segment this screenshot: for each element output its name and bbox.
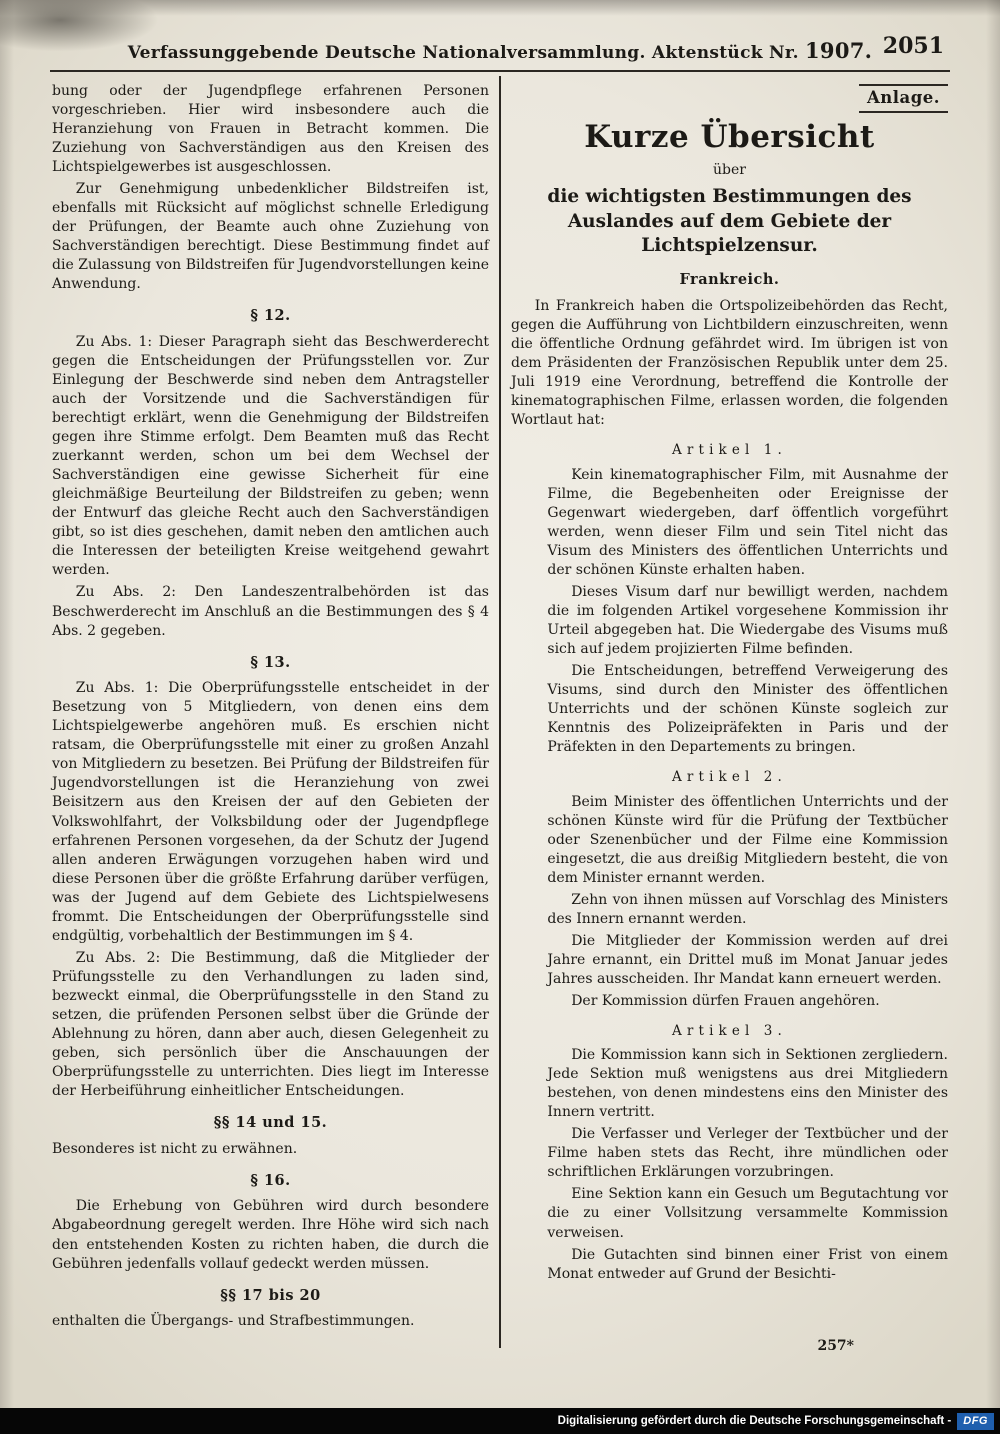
paragraph: Zehn von ihnen müssen auf Vorschlag des Ministers des Innern ernannt werden.: [547, 891, 948, 927]
document-subtitle: die wichtigsten Bestimmungen des Auslandes auf dem Gebiete der Lichtspielzensur.: [547, 186, 912, 256]
header-title-line: [0, 38, 1000, 63]
section-heading: § 13.: [250, 653, 291, 671]
section-heading: §§ 17 bis 20: [220, 1286, 321, 1304]
section-heading: §§ 14 und 15.: [213, 1113, 328, 1131]
paragraph: bung oder der Jugendpflege erfahrenen Personen vorgeschrieben. Hier wird insbesondere auch die Heranziehung von Frauen in Betracht kommen. Die Zuziehung von Sachverständigen aus den Kreisen des Lichtspielgewerbes ist ausgeschlossen.: [52, 83, 489, 176]
doc-ref-number: 1907.: [805, 38, 873, 63]
section-heading: Frankreich.: [679, 271, 780, 289]
paragraph: Zu Abs. 2: Den Landeszentralbehörden ist das Beschwerderecht im Anschluß an die Bestimmungen des § 4 Abs. 2 gegeben.: [52, 584, 489, 639]
paragraph: In Frankreich haben die Ortspolizeibehörden das Recht, gegen die Aufführung von Lichtbildern einzuschreiten, wenn die öffentliche Ordnung gefährdet wird. Im übrigen ist von dem Präsidenten der Französischen Republik unter dem 25. Juli 1919 eine Verordnung, betreffend die Kontrolle der kinematographischen Filme, erlassen worden, die folgenden Wortlaut hat:: [511, 298, 948, 429]
paragraph: Zur Genehmigung unbedenklicher Bildstreifen ist, ebenfalls mit Rücksicht auf möglichst schnelle Erledigung der Prüfungen, der Beamte auch ohne Zuziehung von Sachverständigen berechtigt. Diese Bestimmung findet auf die Zulassung von Bildstreifen für Jugendvorstellungen keine Anwendung.: [52, 181, 489, 293]
page-header: [0, 0, 1000, 72]
dfg-logo: DFG: [957, 1413, 994, 1430]
paragraph: Der Kommission dürfen Frauen angehören.: [571, 992, 880, 1009]
assembly-title: Verfassunggebende Deutsche Nationalversammlung.: [127, 43, 646, 63]
right-column-text: [511, 270, 948, 1283]
digitization-note: Digitalisierung gefördert durch die Deutsche Forschungsgemeinschaft -: [557, 1415, 952, 1427]
left-column: [52, 82, 489, 1390]
paragraph: Die Erhebung von Gebühren wird durch besondere Abgabeordnung geregelt werden. Ihre Höhe wird sich nach den entstehenden Kosten zu richten haben, die durch die Gebühren jedenfalls vollauf gedeckt werden müssen.: [52, 1198, 489, 1272]
paragraph: Zu Abs. 1: Die Oberprüfungsstelle entscheidet in der Besetzung von 5 Mitgliedern, von denen eins dem Lichtspielgewerbe angehören muß. Es erschien nicht ratsam, die Oberprüfungsstelle mit einer zu großen Anzahl von Mitgliedern zu besetzen. Bei Prüfung der Bildstreifen für Jugendvorstellungen ist die Heranziehung von zwei Beisitzern aus den Kreisen der auf den Gebieten der Volkswohlfahrt, der Volksbildung oder der Jugendpflege erfahrenen Personen vorgesehen, da der Schutz der Jugend allen anderen Erwägungen vorzugehen haben wird und diese Personen über die größte Erfahrung darüber verfügen, was der Jugend auf dem Gebiete des Lichtspielwesens frommt. Die Entscheidungen der Oberprüfungsstelle sind endgültig, vorbehaltlich der Bestimmungen im § 4.: [52, 680, 489, 944]
right-column: [511, 82, 948, 1390]
title-connector: über: [713, 162, 746, 179]
paragraph: Die Mitglieder der Kommission werden auf drei Jahre ernannt, ein Drittel muß im Monat Januar jedes Jahres ausscheiden. Ihr Mandat kann erneuert werden.: [547, 932, 948, 987]
paragraph: Zu Abs. 2: Die Bestimmung, daß die Mitglieder der Prüfungsstelle zu den Verhandlungen zu laden sind, bezweckt einmal, die Oberprüfungsstelle in den Stand zu setzen, die prüfenden Personen selbst über die Gründe der Ablehnung zu hören, dann aber auch, diesen Gelegenheit zu geben, sich persönlich über die Anschauungen der Oberprüfungsstelle zu unterrichten. Dies liegt im Interesse der Herbeiführung einheitlicher Entscheidungen.: [52, 949, 489, 1099]
paragraph: Zu Abs. 1: Dieser Paragraph sieht das Beschwerderecht gegen die Entscheidungen der Prüfungsstellen vor. Zur Einlegung der Beschwerde sind neben dem Antragsteller auch der Vorsitzende und die Sachverständigen für berechtigt erklärt, wenn die Genehmigung der Bildstreifen gegen ihre Stimme erfolgt. Dem Beamten muß das Recht zuerkannt werden, schon um bei dem Wechsel der Sachverständigen eine gewisse Sicherheit für eine gleichmäßige Beurteilung der Bildstreifen zu geben; wenn der Entwurf das gleiche Recht auch den Sachverständigen gibt, so ist dies geschehen, damit neben den amtlichen auch die Interessen der beteiligten Kreise weitgehend gewahrt werden.: [52, 334, 489, 579]
paragraph: Eine Sektion kann ein Gesuch um Begutachtung vor die zu einer Vollsitzung versammelte Kommission verweisen.: [547, 1186, 948, 1241]
digitization-bar: [0, 1408, 1000, 1434]
paragraph: Die Entscheidungen, betreffend Verweigerung des Visums, sind durch den Minister des öffentlichen Unterrichts und der schönen Künste sogleich zur Kenntnis des Polizeipräfekten in Paris und der Präfekten in den Departements zu bringen.: [547, 663, 948, 756]
two-column-body: [0, 72, 1000, 1390]
paragraph: Besonderes ist nicht zu erwähnen.: [52, 1140, 298, 1157]
doc-ref-label: Aktenstück Nr.: [651, 43, 799, 63]
signature-mark: 257*: [817, 1338, 854, 1354]
paragraph: Die Gutachten sind binnen einer Frist von einem Monat entweder auf Grund der Besichti-: [547, 1246, 948, 1282]
section-heading: § 12.: [250, 307, 291, 325]
paragraph: Die Kommission kann sich in Sektionen zergliedern. Jede Sektion muß wenigstens aus drei Mitgliedern bestehen, von denen mindestens eins den Minister des Innern vertritt.: [547, 1047, 948, 1121]
document-title: Kurze Übersicht: [584, 119, 875, 155]
artikel-heading: Artikel 1.: [672, 442, 787, 459]
section-heading: § 16.: [250, 1171, 291, 1189]
paragraph: Kein kinematographischer Film, mit Ausnahme der Filme, die Begebenheiten oder Ereignisse der Gegenwart wiedergeben, darf öffentlich vorgeführt werden, wenn dieser Film und sein Titel nicht das Visum des Ministers des öffentlichen Unterrichts und der schönen Künste erhalten haben.: [547, 466, 948, 578]
column-divider: [499, 76, 501, 1348]
paragraph: Dieses Visum darf nur bewilligt werden, nachdem die im folgenden Artikel vorgesehene Kommission ihr Urteil abgegeben hat. Die Wiedergabe des Visums muß sich auf jedem projizierten Filme befinden.: [547, 583, 948, 657]
paragraph: Beim Minister des öffentlichen Unterrichts und der schönen Künste wird für die Prüfung der Textbücher oder Szenenbücher und der Filme eine Kommission eingesetzt, die aus dreißig Mitgliedern besteht, die von dem Minister ernannt werden.: [547, 793, 948, 886]
artikel-heading: Artikel 2.: [672, 769, 787, 786]
annex-label: Anlage.: [859, 84, 948, 113]
artikel-heading: Artikel 3.: [672, 1022, 787, 1039]
page-number: 2051: [882, 33, 944, 59]
paragraph: Die Verfasser und Verleger der Textbücher und der Filme haben stets das Recht, ihre mündlichen oder schriftlichen Erklärungen vorzubringen.: [547, 1126, 948, 1181]
paragraph: enthalten die Übergangs- und Strafbestimmungen.: [52, 1313, 415, 1330]
